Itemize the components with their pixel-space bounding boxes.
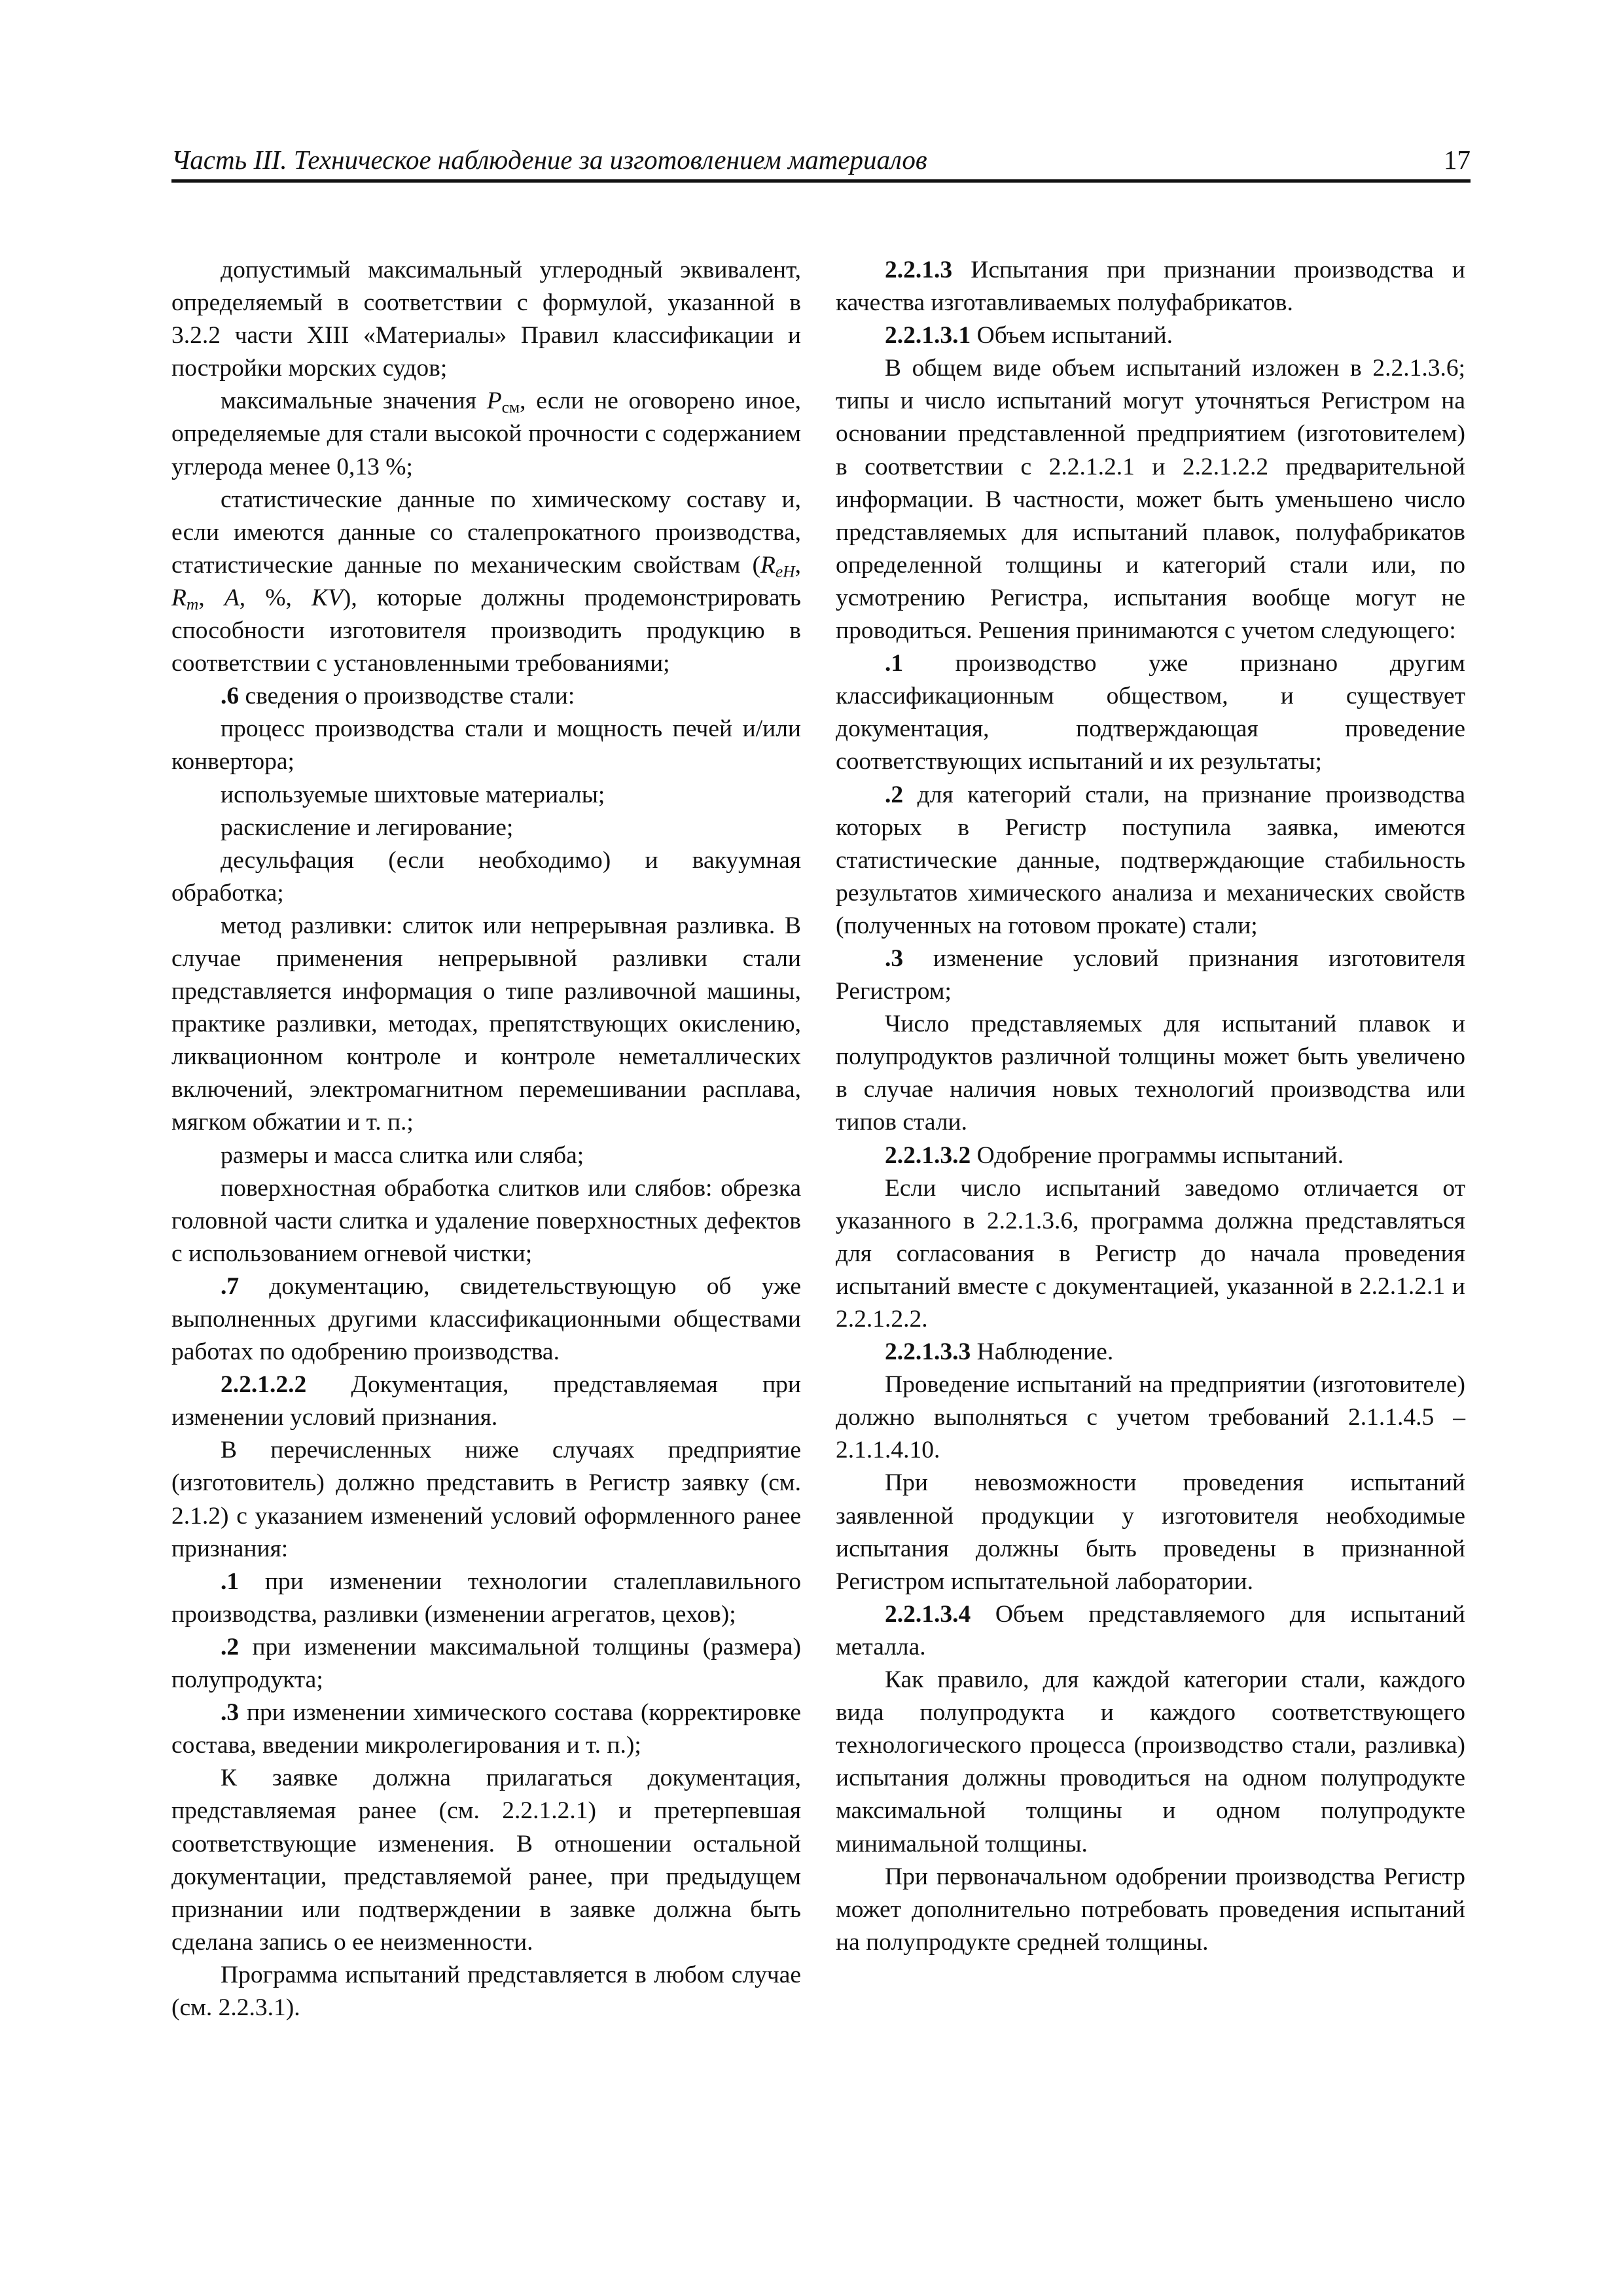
paragraph-text: используемые шихтовые материалы; xyxy=(221,781,605,808)
paragraph xyxy=(836,1008,1465,1139)
paragraph-text: В перечисленных ниже случаях предприятие (изготовитель) должно представить в Регистр заявку (см. 2.1.2) с указанием изменений условий оформленного ранее признания: xyxy=(171,1437,801,1562)
paragraph xyxy=(171,1172,801,1270)
section-title: Одобрение программы испытаний. xyxy=(971,1141,1344,1169)
paragraph xyxy=(836,1664,1465,1861)
paragraph-text: при изменении максимальной толщины (размера) полупродукта; xyxy=(171,1633,801,1694)
list-item xyxy=(836,779,1465,942)
paragraph-text: Программа испытаний представляется в любом случае (см. 2.2.3.1). xyxy=(171,1961,801,2021)
item-number: .2 xyxy=(221,1633,240,1660)
paragraph-text: При первоначальном одобрении производства Регистр может дополнительно потребовать проведения испытаний на полупродукте средней толщины. xyxy=(836,1863,1465,1956)
paragraph xyxy=(171,254,801,385)
paragraph xyxy=(171,1139,801,1172)
section-heading xyxy=(836,319,1465,352)
paragraph-text: , %, xyxy=(239,584,312,611)
formula-subscript: m xyxy=(186,594,199,614)
formula-symbol: R xyxy=(760,551,776,579)
formula-symbol: KV xyxy=(311,584,343,611)
list-item xyxy=(171,1566,801,1631)
paragraph-text: При невозможности проведения испытаний заявленной продукции у изготовителя необходимые испытания должны быть проведены в признанной Регистром испытательной лаборатории. xyxy=(836,1469,1465,1595)
page-number: 17 xyxy=(1444,145,1471,175)
paragraph xyxy=(836,1172,1465,1336)
section-title: Наблюдение. xyxy=(971,1338,1114,1366)
paragraph-text: размеры и масса слитка или сляба; xyxy=(221,1141,584,1169)
paragraph-text: для категорий стали, на признание производства которых в Регистр поступила заявка, имеются статистические данные, подтверждающие стабильность результатов химического анализа и механических свойств (полученных на готовом прокате) стали; xyxy=(836,781,1465,939)
paragraph-text: при изменении химического состава (корректировке состава, введении микролегирования и т. п.); xyxy=(171,1699,801,1759)
paragraph-text: поверхностная обработка слитков или слябов: обрезка головной части слитка и удаление поверхностных дефектов с использованием огневой чистки; xyxy=(171,1174,801,1267)
paragraph xyxy=(171,812,801,844)
paragraph-text: раскисление и легирование; xyxy=(221,814,514,841)
paragraph-text: Если число испытаний заведомо отличается от указанного в 2.2.1.3.6, программа должна представляться для согласования в Регистр до начала проведения испытаний вместе с документацией, указанной в 2.2.1.2.1 и 2.2.1.2.2. xyxy=(836,1174,1465,1333)
section-number: 2.2.1.3 xyxy=(885,257,953,283)
paragraph-text: , xyxy=(198,584,224,611)
paragraph xyxy=(836,352,1465,647)
paragraph xyxy=(171,910,801,1139)
item-number: .3 xyxy=(221,1699,240,1727)
paragraph xyxy=(836,1467,1465,1598)
paragraph xyxy=(171,1762,801,1959)
section-number: 2.2.1.2.2 xyxy=(221,1371,307,1399)
section-heading xyxy=(171,1369,801,1434)
header-title: Часть III. Техническое наблюдение за изготовлением материалов xyxy=(171,145,927,175)
paragraph-text: Проведение испытаний на предприятии (изготовителе) должно выполняться с учетом требований 2.1.1.4.5 – 2.1.1.4.10. xyxy=(836,1371,1465,1464)
paragraph xyxy=(836,1861,1465,1959)
paragraph-text: процесс производства стали и мощность печей и/или конвертора; xyxy=(171,715,801,776)
paragraph xyxy=(171,484,801,681)
section-title: Объем представляемого для испытаний металла. xyxy=(836,1600,1465,1660)
paragraph xyxy=(171,385,801,483)
section-title: Испытания при признании производства и качества изготавливаемых полуфабрикатов. xyxy=(836,257,1465,317)
paragraph-text: ), которые должны продемонстрировать способности изготовителя производить продукцию в соответствии с установленными требованиями; xyxy=(171,584,801,677)
paragraph xyxy=(836,1369,1465,1467)
section-heading xyxy=(836,1139,1465,1172)
section-title: Объем испытаний. xyxy=(971,322,1173,350)
section-number: 2.2.1.3.4 xyxy=(885,1600,971,1628)
paragraph-text: Число представляемых для испытаний плавок и полупродуктов различной толщины может быть увеличено в случае наличия новых технологий производства или типов стали. xyxy=(836,1011,1465,1136)
item-number: .6 xyxy=(221,683,240,710)
paragraph-text: максимальные значения xyxy=(221,387,487,415)
list-item xyxy=(171,1631,801,1696)
running-header xyxy=(171,137,1471,183)
list-item xyxy=(836,942,1465,1008)
list-item xyxy=(171,680,801,713)
paragraph-text: статистические данные по химическому составу и, если имеются данные со сталепрокатного производства, статистические данные по механическим свойствам ( xyxy=(171,486,801,579)
formula-symbol: A xyxy=(224,584,240,611)
right-column xyxy=(836,254,1465,1959)
paragraph-text: К заявке должна прилагаться документация, представляемая ранее (см. 2.2.1.2.1) и претерпевшая соответствующие изменения. В отношении остальной документации, представляемой ранее, при предыдущем признании или подтверждении в заявке должна быть сделана запись о ее неизменности. xyxy=(171,1765,801,1956)
paragraph-text: сведения о производстве стали: xyxy=(239,683,575,710)
paragraph-text: при изменении технологии сталеплавильного производства, разливки (изменении агрегатов, цехов); xyxy=(171,1568,801,1628)
formula-subscript: см xyxy=(501,397,520,417)
paragraph xyxy=(171,844,801,910)
item-number: .1 xyxy=(221,1568,240,1595)
section-heading xyxy=(836,254,1465,319)
paragraph xyxy=(171,1959,801,2024)
section-number: 2.2.1.3.2 xyxy=(885,1141,971,1169)
item-number: .3 xyxy=(885,944,904,972)
formula-symbol: R xyxy=(171,584,187,611)
formula-symbol: P xyxy=(486,387,502,415)
section-number: 2.2.1.3.3 xyxy=(885,1338,971,1366)
paragraph xyxy=(171,779,801,812)
section-number: 2.2.1.3.1 xyxy=(885,322,971,350)
item-number: .1 xyxy=(885,650,904,677)
list-item xyxy=(171,1270,801,1369)
list-item xyxy=(836,647,1465,778)
section-heading xyxy=(836,1598,1465,1664)
left-column xyxy=(171,254,801,2024)
paragraph xyxy=(171,1434,801,1565)
paragraph-text: изменение условий признания изготовителя Регистром; xyxy=(836,944,1465,1005)
item-number: .7 xyxy=(221,1272,240,1300)
paragraph-text: В общем виде объем испытаний изложен в 2.2.1.3.6; типы и число испытаний могут уточняться Регистром на основании представленной предприятием (изготовителем) в соответствии с 2.2.1.2.1 и 2.2.1.2.2 предварительной информации. В частности, может быть уменьшено число представляемых для испытаний плавок, полуфабрикатов определенной толщины и категорий стали или, по усмотрению Регистра, испытания вообще могут не проводиться. Решения принимаются с учетом следующего: xyxy=(836,355,1465,645)
paragraph-text: десульфация (если необходимо) и вакуумная обработка; xyxy=(171,846,801,906)
paragraph-text: допустимый максимальный углеродный эквивалент, определяемый в соответствии с формулой, указанной в 3.2.2 части XIII «Материалы» Правил классификации и постройки морских судов; xyxy=(171,257,801,382)
formula-subscript: eH xyxy=(775,562,795,581)
paragraph-text: метод разливки: слиток или непрерывная разливка. В случае применения непрерывной разливки стали представляется информация о типе разливочной машины, практике разливки, методах, препятствующих окислению, ликвационном контроле и контроле неметаллических включений, электромагнитном перемешивании расплава, мягком обжатии и т. п.; xyxy=(171,912,801,1136)
section-title: Документация, представляемая при изменении условий признания. xyxy=(171,1371,801,1431)
list-item xyxy=(171,1696,801,1762)
paragraph xyxy=(171,713,801,778)
paragraph-text: , если не оговорено иное, определяемые для стали высокой прочности с содержанием углерода менее 0,13 %; xyxy=(171,387,801,480)
item-number: .2 xyxy=(885,781,904,808)
section-heading xyxy=(836,1336,1465,1369)
paragraph-text: Как правило, для каждой категории стали, каждого вида полупродукта и каждого соответствующего технологического процесса (производство стали, разливка) испытания должны проводиться на одном полупродукте максимальной толщины и одном полупродукте минимальной толщины. xyxy=(836,1666,1465,1857)
paragraph-text: производство уже признано другим классификационным обществом, и существует документация, подтверждающая проведение соответствующих испытаний и их результаты; xyxy=(836,650,1465,776)
paragraph-text: , xyxy=(794,551,801,579)
paragraph-text: документацию, свидетельствующую об уже выполненных другими классификационными обществами работах по одобрению производства. xyxy=(171,1272,801,1366)
